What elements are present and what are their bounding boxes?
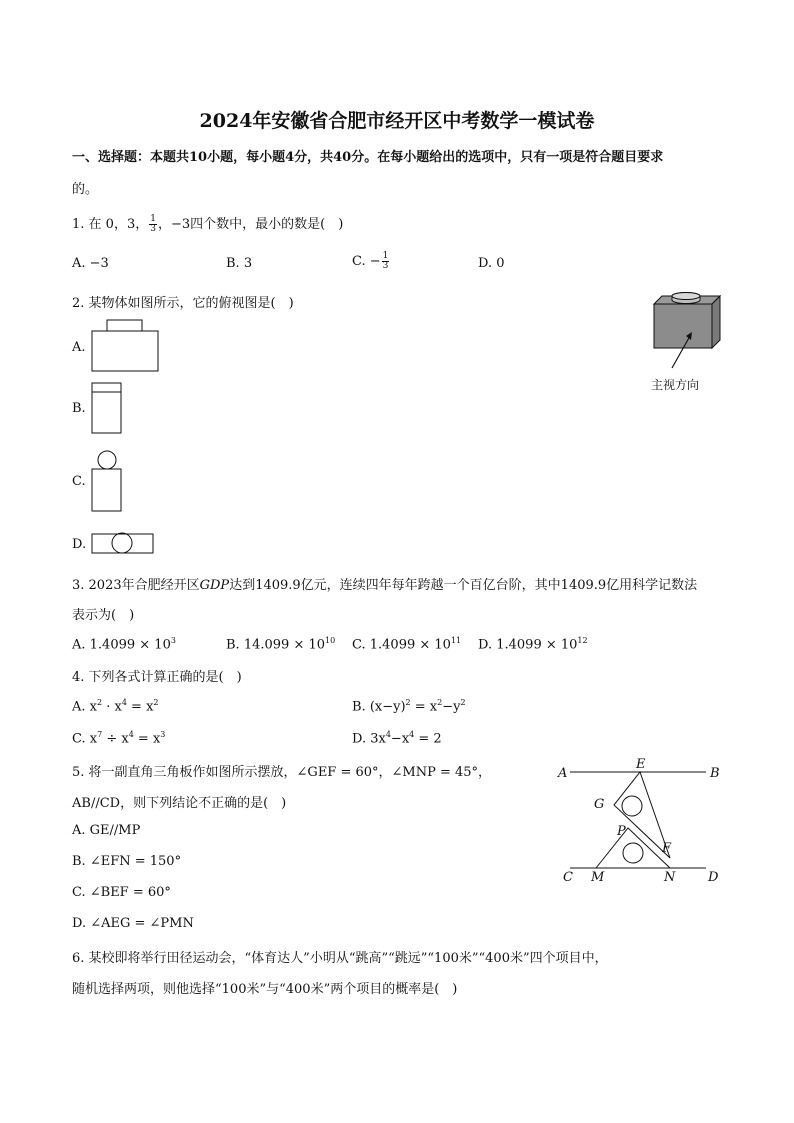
page-title: 2024年安徽省合肥市经开区中考数学一模试卷 [199, 110, 595, 132]
question-6-cont: 随机选择两项，则他选择“100米”与“400米”两个项目的概率是( ) [72, 982, 458, 997]
question-6: 6. 某校即将举行田径运动会，“体育达人”小明从“跳高”“跳远”“100米”“400米”四个项目中， [72, 951, 608, 966]
q1-option-c: C. − $\frac{1}{3}$ [352, 251, 389, 271]
label-e: E [636, 757, 646, 772]
q4-option-d: D. $3x^4-x^4 = 2$ [352, 730, 442, 747]
q4-option-a: A. $x^2 \cdot x^4 = x^2$ [72, 698, 159, 715]
q1-option-d: D. 0 [478, 256, 505, 271]
q4-option-c: C. $x^7 \div x^4 = x^3$ [72, 730, 166, 747]
question-5-cont: AB//CD，则下列结论不正确的是( ) [72, 796, 287, 811]
q5-option-b: B. ∠EFN = 150° [72, 854, 182, 869]
label-f: F [662, 841, 672, 856]
label-g: G [594, 797, 605, 812]
q3-option-d: D. $1.4099 \times 10^{12}$ [478, 636, 588, 653]
label-c: C [563, 870, 573, 885]
q2-option-c: C. [72, 474, 86, 489]
q2-option-b: B. [72, 401, 86, 416]
q1-stem-a: 1. 在 0，3， [72, 217, 149, 232]
q2-option-a: A. [72, 340, 86, 355]
question-4: 4. 下列各式计算正确的是( ) [72, 670, 242, 685]
q4-option-b: B. $(x-y)^2 = x^2-y^2$ [352, 698, 466, 715]
question-2: 2. 某物体如图所示，它的俯视图是( ) [72, 296, 294, 311]
label-n: N [664, 870, 676, 885]
q3-option-a: A. $1.4099 \times 10^3$ [72, 636, 176, 653]
q2-figure-label: 主视方向 [651, 378, 700, 392]
q5-option-c: C. ∠BEF = 60° [72, 885, 171, 900]
q5-option-d: D. ∠AEG = ∠PMN [72, 916, 194, 931]
q1-option-a: A. −3 [72, 256, 109, 271]
hole-circle-1 [622, 796, 642, 816]
q1-fraction: $\frac{1}{3}$ [150, 214, 156, 234]
question-5: 5. 将一副直角三角板作如图所示摆放，∠GEF = 60°，∠MNP = 45°， [72, 765, 492, 780]
label-p: P [617, 824, 626, 839]
q2-option-d: D. [72, 537, 87, 552]
label-b: B [710, 766, 720, 781]
label-d: D [708, 870, 719, 885]
question-3-cont: 表示为( ) [72, 608, 135, 623]
q5-option-a: A. GE//MP [72, 823, 141, 838]
hole-circle-2 [623, 843, 643, 863]
label-m: M [591, 870, 605, 885]
section-heading-cont: 的。 [72, 182, 99, 197]
question-3: 3. 2023年合肥经开区GDP达到1409.9亿元，连续四年每年跨越一个百亿台阶，其中1409.9亿用科学记数法 [72, 578, 698, 593]
section-heading: 一、选择题：本题共10小题，每小题4分，共40分。在每小题给出的选项中，只有一项是符合题目要求 [72, 150, 664, 165]
q1-stem-b: ，−3四个数中，最小的数是( ) [157, 217, 344, 232]
q3-option-c: C. $1.4099 \times 10^{11}$ [352, 636, 462, 653]
label-a: A [558, 766, 568, 781]
q1-option-b: B. 3 [226, 256, 253, 271]
q3-option-b: B. $14.099 \times 10^{10}$ [226, 636, 336, 653]
